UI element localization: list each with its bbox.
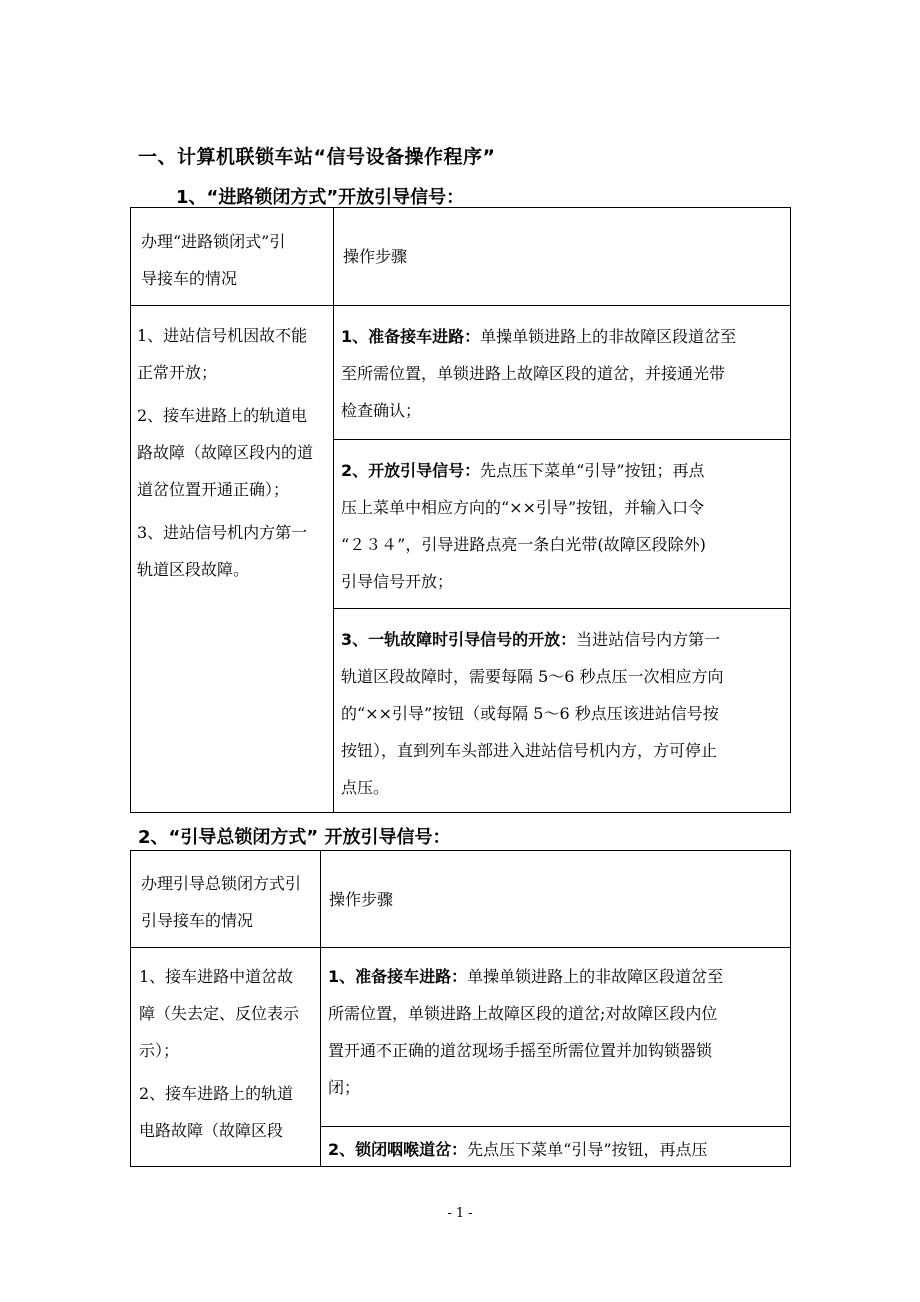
step-line: 点压。 [341, 778, 390, 797]
step-1 [328, 958, 791, 1106]
condition-line: 障（失去定、反位表示 [139, 1004, 300, 1023]
step-3 [341, 621, 791, 806]
condition-line: 轨道区段故障。 [137, 560, 250, 579]
condition-line: 1、接车进路中道岔故 [139, 967, 294, 986]
condition-line: 2、接车进路上的轨道电 [137, 406, 308, 425]
row-divider [320, 1126, 791, 1127]
situation-list [137, 317, 333, 588]
header-divider [131, 947, 791, 948]
page-number: - 1 - [447, 1206, 473, 1221]
header-line: 办理引导总锁闭方式引 [141, 874, 302, 893]
section1-table [130, 207, 791, 813]
condition-line: 电路故障（故障区段 [139, 1121, 284, 1140]
step-line: 压上菜单中相应方向的“××引导”按钮，并输入口令 [341, 498, 705, 517]
step-line: 引导信号开放； [341, 572, 454, 591]
header-steps-label: 操作步骤 [343, 247, 408, 266]
step-line: 的“××引导”按钮（或每隔 5～6 秒点压该进站信号按 [341, 704, 719, 723]
column-divider [320, 851, 321, 1167]
header-situation [141, 223, 331, 297]
header-line: 导接车的情况 [141, 269, 238, 288]
step-label: 2、开放引导信号： [341, 461, 481, 480]
step-text: 先点压下菜单“引导”按钮，再点压 [467, 1140, 708, 1159]
row-divider [333, 439, 791, 440]
step-line: 所需位置，单锁进路上故障区段的道岔;对故障区段内位 [328, 1004, 718, 1023]
section2-title: 2、“引导总锁闭方式” 开放引导信号： [138, 827, 451, 848]
step-2 [341, 452, 791, 600]
step-line: 置开通不正确的道岔现场手摇至所需位置并加钩锁器锁 [328, 1041, 713, 1060]
page-heading: 一、计算机联锁车站“信号设备操作程序” [138, 146, 496, 168]
header-line: 办理“进路锁闭式”引 [141, 232, 286, 251]
condition-line: 3、进站信号机内方第一 [137, 523, 308, 542]
step-label: 1、准备接车进路： [328, 967, 468, 986]
situation-list [139, 958, 320, 1149]
step-label: 1、准备接车进路： [341, 327, 481, 346]
header-steps [329, 881, 779, 918]
section2-table [130, 850, 791, 1167]
step-1 [341, 318, 791, 429]
condition-line: 路故障（故障区段内的道 [137, 443, 314, 462]
header-situation [141, 865, 319, 939]
condition-line: 示）； [139, 1041, 180, 1060]
condition-line: 2、接车进路上的轨道 [139, 1084, 294, 1103]
step-text: 当进站信号内方第一 [576, 630, 721, 649]
step-line: 闭； [328, 1078, 361, 1097]
step-line: “２３４”，引导进路点亮一条白光带(故障区段除外) [341, 535, 706, 554]
condition-line: 正常开放； [137, 363, 218, 382]
step-label: 3、一轨故障时引导信号的开放： [341, 630, 577, 649]
step-line: 检查确认； [341, 401, 422, 420]
condition-line: 道岔位置开通正确）； [137, 480, 290, 499]
header-divider [131, 305, 791, 306]
step-label: 2、锁闭咽喉道岔： [328, 1140, 468, 1159]
column-divider [333, 208, 334, 813]
step-line: 轨道区段故障时，需要每隔 5～6 秒点压一次相应方向 [341, 667, 724, 686]
section1-title: 1、“进路锁闭方式”开放引导信号： [176, 187, 465, 208]
step-text: 先点压下菜单“引导”按钮；再点 [480, 461, 705, 480]
step-line: 按钮），直到列车头部进入进站信号机内方，方可停止 [341, 741, 718, 760]
header-steps-label: 操作步骤 [329, 890, 394, 909]
step-2 [328, 1131, 791, 1167]
step-text: 单操单锁进路上的非故障区段道岔至 [480, 327, 737, 346]
step-line: 至所需位置，单锁进路上故障区段的道岔，并接通光带 [341, 364, 726, 383]
header-line: 引导接车的情况 [141, 911, 254, 930]
header-steps [343, 238, 783, 275]
step-text: 单操单锁进路上的非故障区段道岔至 [467, 967, 724, 986]
row-divider [333, 608, 791, 609]
condition-line: 1、进站信号机因故不能 [137, 326, 308, 345]
